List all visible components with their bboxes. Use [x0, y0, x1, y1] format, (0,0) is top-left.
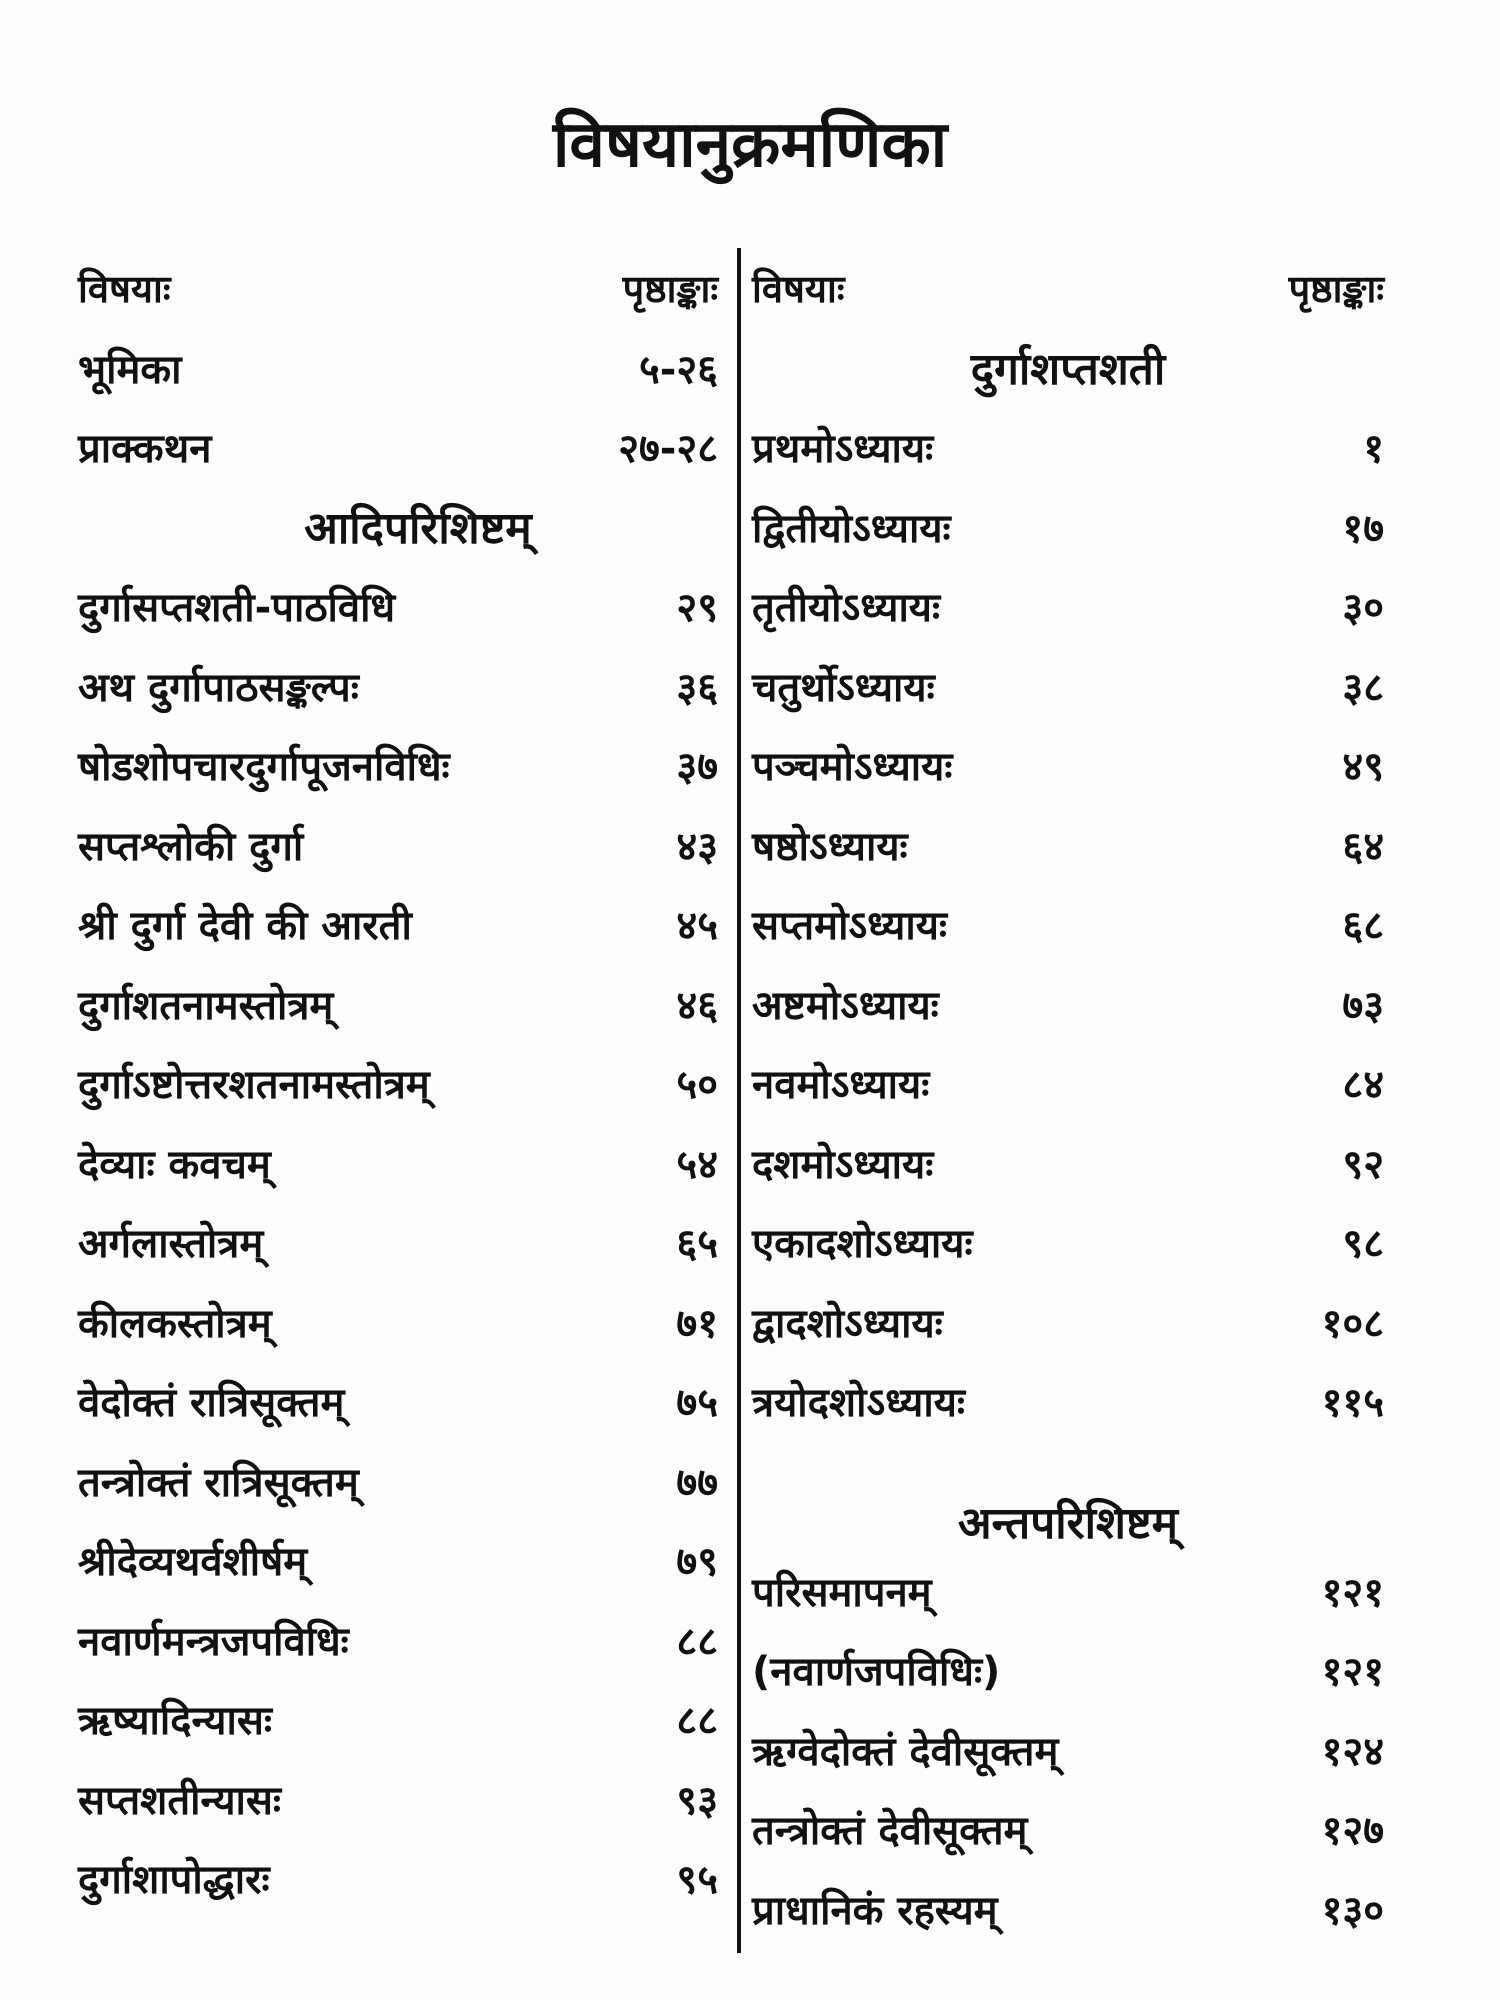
- entry-title: ऋष्यादिन्यासः: [78, 1698, 272, 1745]
- chapter-list: [752, 407, 1384, 1441]
- entry-title: नवार्णमन्त्रजपविधिः: [78, 1618, 349, 1665]
- entry-page-number: ४६: [676, 982, 718, 1029]
- entry-page-number: ९८: [1342, 1221, 1384, 1268]
- toc-entry: [752, 884, 1384, 964]
- entry-page-number: ३८: [1342, 664, 1384, 711]
- entry-page-number: ८८: [676, 1618, 718, 1665]
- toc-entry: [752, 1361, 1384, 1441]
- entry-title: श्रीदेव्यथर्वशीर्षम्: [78, 1539, 308, 1586]
- entry-page-number: ५४: [676, 1141, 718, 1188]
- entry-title: चतुर्थोऽध्यायः: [752, 664, 935, 711]
- entry-title: सप्तशतीन्यासः: [78, 1777, 281, 1824]
- entry-title: द्वादशोऽध्यायः: [752, 1300, 943, 1347]
- entry-page-number: ७५: [676, 1380, 718, 1427]
- entry-title: नवमोऽध्यायः: [752, 1062, 930, 1109]
- toc-entry: [78, 1202, 718, 1282]
- entry-page-number: ४९: [1342, 744, 1384, 791]
- entry-title: ऋग्वेदोक्तं देवीसूक्तम्: [752, 1728, 1059, 1775]
- left-column: [78, 248, 718, 1918]
- toc-entry: [752, 646, 1384, 726]
- entry-title: तन्त्रोक्तं रात्रिसूक्तम्: [78, 1459, 359, 1506]
- right-column-header: [752, 248, 1384, 328]
- subject-header: विषयाः: [752, 266, 845, 311]
- entry-page-number: ६४: [1342, 823, 1384, 870]
- entry-page-number: ७३: [1342, 982, 1384, 1029]
- entry-page-number: ८८: [676, 1698, 718, 1745]
- entry-page-number: १२७: [1321, 1808, 1384, 1855]
- entry-title: प्राधानिकं रहस्यम्: [752, 1887, 998, 1934]
- entry-title: अथ दुर्गापाठसङ्कल्पः: [78, 664, 359, 711]
- toc-entry: [78, 1838, 718, 1918]
- entry-page-number: २७-२८: [618, 426, 718, 473]
- toc-entry: [78, 725, 718, 805]
- entry-title: दुर्गासप्तशती-पाठविधि: [78, 585, 396, 632]
- toc-entry: [78, 328, 718, 408]
- entry-page-number: ९३: [676, 1777, 718, 1824]
- entry-title: श्री दुर्गा देवी की आरती: [78, 903, 412, 950]
- entry-page-number: १२४: [1321, 1728, 1384, 1775]
- toc-entry: [78, 1520, 718, 1600]
- section-title-antaparishishtam: अन्तपरिशिष्टम्: [958, 1497, 1178, 1549]
- toc-entry: [78, 1361, 718, 1441]
- toc-entry: [78, 1123, 718, 1203]
- page-title: विषयानुक्रमणिका: [552, 108, 948, 182]
- entry-page-number: १: [1363, 426, 1384, 473]
- toc-entry: [78, 805, 718, 885]
- entry-title: पञ्चमोऽध्यायः: [752, 744, 953, 791]
- toc-entry: [752, 1282, 1384, 1362]
- entry-page-number: १३०: [1321, 1887, 1384, 1934]
- toc-entry: [752, 1630, 1384, 1710]
- entry-title: दुर्गाशापोद्धारः: [78, 1857, 270, 1904]
- toc-entry: [78, 1679, 718, 1759]
- entry-page-number: ३७: [676, 744, 718, 791]
- subject-header: विषयाः: [78, 266, 171, 311]
- toc-entry: [78, 1043, 718, 1123]
- toc-entry: [78, 884, 718, 964]
- entry-page-number: १०८: [1321, 1300, 1384, 1347]
- entry-page-number: ८४: [1342, 1062, 1384, 1109]
- toc-entry: [752, 566, 1384, 646]
- adiparishishtam-list: [78, 566, 718, 1918]
- column-divider: [737, 248, 741, 1953]
- toc-entry: [78, 566, 718, 646]
- entry-page-number: ४५: [676, 903, 718, 950]
- entry-page-number: ६८: [1342, 903, 1384, 950]
- toc-entry: [752, 1043, 1384, 1123]
- toc-entry: [78, 1759, 718, 1839]
- entry-page-number: २९: [676, 585, 718, 632]
- entry-page-number: ४३: [676, 823, 718, 870]
- entry-title: एकादशोऽध्यायः: [752, 1221, 973, 1268]
- entry-title: परिसमापनम्: [752, 1569, 932, 1616]
- toc-entry: [752, 1789, 1384, 1869]
- entry-page-number: ७१: [676, 1300, 718, 1347]
- entry-title: प्राक्कथन: [78, 426, 212, 473]
- entry-page-number: ९२: [1342, 1141, 1384, 1188]
- toc-entry: [752, 1202, 1384, 1282]
- toc-entry: [752, 725, 1384, 805]
- entry-title: वेदोक्तं रात्रिसूक्तम्: [78, 1380, 345, 1427]
- entry-page-number: ५-२६: [638, 346, 718, 393]
- right-column: [752, 248, 1384, 1948]
- antaparishishtam-list: [752, 1551, 1384, 1949]
- entry-title: सप्तमोऽध्यायः: [752, 903, 947, 950]
- toc-entry: [78, 1282, 718, 1362]
- entry-title: तृतीयोऽध्यायः: [752, 585, 941, 632]
- entry-title: षष्ठोऽध्यायः: [752, 823, 908, 870]
- toc-entry: [752, 487, 1384, 567]
- entry-title: त्रयोदशोऽध्यायः: [752, 1380, 965, 1427]
- entry-title: भूमिका: [78, 346, 182, 393]
- toc-entry: [752, 1123, 1384, 1203]
- entry-title: षोडशोपचारदुर्गापूजनविधिः: [78, 744, 450, 791]
- toc-entry: [78, 407, 718, 487]
- section-title-durgasaptashati: दुर्गाशप्तशती: [970, 344, 1166, 396]
- entry-title: दुर्गाऽष्टोत्तरशतनामस्तोत्रम्: [78, 1062, 430, 1109]
- pages-header: पृष्ठाङ्काः: [622, 266, 718, 311]
- entry-title: अर्गलास्तोत्रम्: [78, 1221, 264, 1268]
- entry-page-number: १२१: [1321, 1649, 1384, 1696]
- entry-title: (नवार्णजपविधिः): [752, 1649, 1001, 1696]
- toc-entry: [752, 1710, 1384, 1790]
- toc-entry: [752, 964, 1384, 1044]
- entry-page-number: १२१: [1321, 1569, 1384, 1616]
- entry-title: सप्तश्लोकी दुर्गा: [78, 823, 304, 870]
- section-title-adiparishishtam: आदिपरिशिष्टम्: [304, 503, 532, 555]
- entry-title: अष्टमोऽध्यायः: [752, 982, 939, 1029]
- toc-entry: [752, 407, 1384, 487]
- toc-entry: [752, 1551, 1384, 1631]
- pages-header: पृष्ठाङ्काः: [1288, 266, 1384, 311]
- intro-list: [78, 328, 718, 487]
- entry-page-number: ३६: [676, 664, 718, 711]
- entry-page-number: ३०: [1342, 585, 1384, 632]
- entry-page-number: ११५: [1321, 1380, 1384, 1427]
- entry-page-number: १७: [1342, 505, 1384, 552]
- toc-entry: [78, 646, 718, 726]
- left-column-header: [78, 248, 718, 328]
- entry-page-number: ७७: [676, 1459, 718, 1506]
- toc-entry: [78, 964, 718, 1044]
- toc-entry: [752, 1869, 1384, 1949]
- entry-page-number: ६५: [676, 1221, 718, 1268]
- entry-title: द्वितीयोऽध्यायः: [752, 505, 951, 552]
- toc-entry: [752, 805, 1384, 885]
- entry-title: प्रथमोऽध्यायः: [752, 426, 934, 473]
- entry-page-number: ९५: [676, 1857, 718, 1904]
- entry-title: तन्त्रोक्तं देवीसूक्तम्: [752, 1808, 1028, 1855]
- entry-title: देव्याः कवचम्: [78, 1141, 271, 1188]
- entry-title: दुर्गाशतनामस्तोत्रम्: [78, 982, 334, 1029]
- entry-page-number: ७९: [676, 1539, 718, 1586]
- entry-title: कीलकस्तोत्रम्: [78, 1300, 272, 1347]
- entry-page-number: ५०: [676, 1062, 718, 1109]
- entry-title: दशमोऽध्यायः: [752, 1141, 934, 1188]
- toc-entry: [78, 1441, 718, 1521]
- toc-entry: [78, 1600, 718, 1680]
